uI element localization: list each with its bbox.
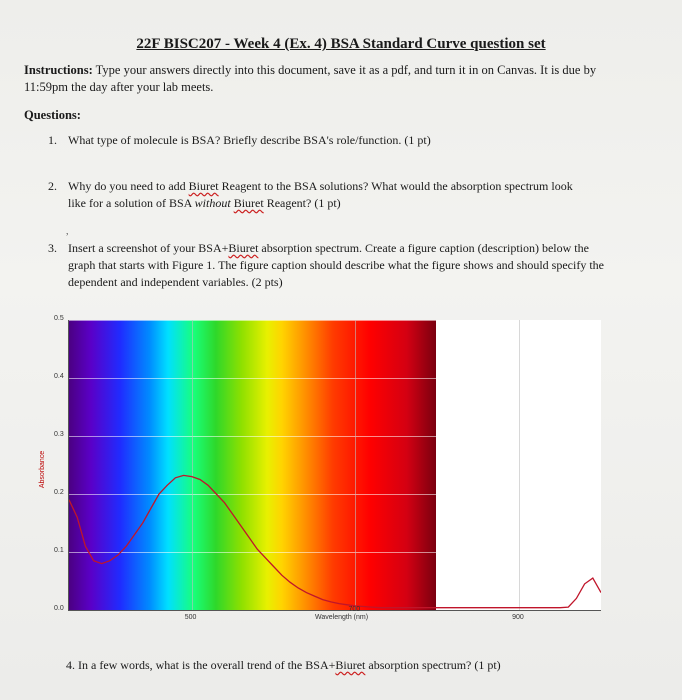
x-tick-label: 500 — [184, 614, 197, 621]
y-tick-label: 0.3 — [54, 431, 64, 438]
emphasis-text: without — [194, 196, 231, 210]
absorption-spectrum-chart — [30, 316, 610, 626]
question-text: absorption spectrum. Create a figure caption (description) below the graph that starts with Figure 1. The figure caption should describe what the figure shows and should specify the dependent and independent variables. (2 pts) — [68, 241, 604, 289]
x-tick-label: 900 — [512, 614, 524, 621]
question-text: Reagent to the BSA solutions? What would the absorption spectrum look like for a solution of BSA — [68, 179, 573, 210]
question-text: absorption spectrum? (1 pt) — [365, 658, 501, 672]
question-text: Reagent? (1 pt) — [263, 196, 341, 210]
stray-mark: , — [66, 226, 69, 237]
spectrum-series-line — [69, 475, 601, 607]
instructions — [24, 62, 624, 96]
y-tick-label: 0.0 — [54, 605, 64, 612]
question-2 — [48, 178, 588, 212]
question-1 — [48, 132, 608, 149]
spellcheck-word: Biuret — [335, 658, 366, 672]
y-tick-label: 0.5 — [54, 315, 64, 322]
questions-heading: Questions: — [24, 108, 81, 122]
spectrum-svg — [69, 320, 601, 610]
question-text: Insert a screenshot of your BSA+ — [68, 241, 229, 255]
question-number: 4. — [66, 658, 75, 672]
question-number: 2. — [48, 179, 57, 193]
question-number: 1. — [48, 133, 57, 147]
y-tick-label: 0.4 — [54, 373, 64, 380]
y-tick-label: 0.2 — [54, 489, 64, 496]
y-tick-label: 0.1 — [54, 547, 64, 554]
question-text: Why do you need to add — [68, 179, 189, 193]
spellcheck-word: Biuret — [228, 241, 259, 255]
question-number: 3. — [48, 241, 57, 255]
page-title: 22F BISC207 - Week 4 (Ex. 4) BSA Standard Curve question set — [136, 36, 546, 52]
x-tick-label: 700 — [348, 606, 361, 613]
spellcheck-word: Biuret — [188, 179, 219, 193]
plot-area — [68, 320, 601, 611]
spellcheck-word: Biuret — [233, 196, 264, 210]
question-3 — [48, 240, 608, 291]
y-axis-label: Absorbance — [39, 450, 47, 489]
instructions-text: Type your answers directly into this document, save it as a pdf, and turn it in on Canvas. It is due by 11:59pm the day after your lab meets. — [24, 63, 597, 94]
question-text: In a few words, what is the overall trend of the BSA+ — [78, 658, 336, 672]
x-axis-label: Wavelength (nm) — [315, 614, 369, 621]
instructions-label: Instructions: — [24, 63, 93, 77]
question-4 — [66, 658, 501, 673]
question-text: What type of molecule is BSA? Briefly describe BSA's role/function. (1 pt) — [68, 133, 431, 147]
